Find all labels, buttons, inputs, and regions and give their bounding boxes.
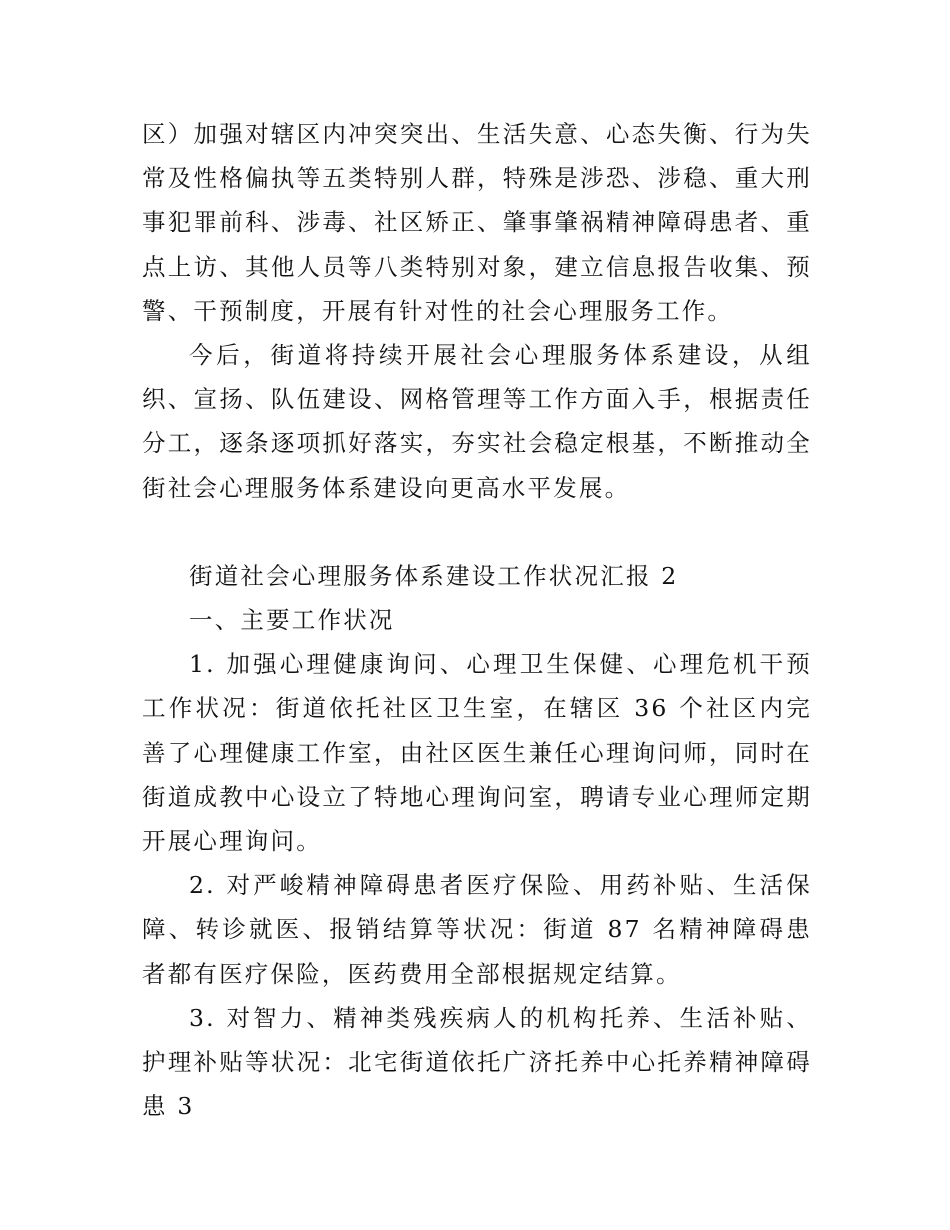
section-gap xyxy=(142,510,812,554)
list-item: 2. 对严峻精神障碍患者医疗保险、用药补贴、生活保障、转诊就医、报销结算等状况：街道 87 名精神障碍患者都有医疗保险，医药费用全部根据规定结算。 xyxy=(142,871,812,988)
section-heading: 一、主要工作状况 xyxy=(189,606,395,635)
document-body xyxy=(142,112,812,1128)
list-item: 1. 加强心理健康询问、心理卫生保健、心理危机干预工作状况：街道依托社区卫生室，在辖区 36 个社区内完善了心理健康工作室，由社区医生兼任心理询问师，同时在街道成教中心设立了特地心理询问室，聘请专业心理师定期开展心理询问。 xyxy=(142,650,812,856)
report-title: 街道社会心理服务体系建设工作状况汇报 2 xyxy=(189,561,679,590)
paragraph-outlook: 今后，街道将持续开展社会心理服务体系建设，从组织、宣扬、队伍建设、网格管理等工作方面入手，根据责任分工，逐条逐项抓好落实，夯实社会稳定根基，不断推动全街社会心理服务体系建设向更高水平发展。 xyxy=(142,341,812,502)
paragraph-continuation: 区）加强对辖区内冲突突出、生活失意、心态失衡、行为失常及性格偏执等五类特别人群，特殊是涉恐、涉稳、重大刑事犯罪前科、涉毒、社区矫正、肇事肇祸精神障碍患者、重点上访、其他人员等八类特别对象，建立信息报告收集、预警、干预制度，开展有针对性的社会心理服务工作。 xyxy=(142,120,812,325)
list-item: 3. 对智力、精神类残疾病人的机构托养、生活补贴、护理补贴等状况：北宅街道依托广济托养中心托养精神障碍患 3 xyxy=(142,1003,812,1121)
